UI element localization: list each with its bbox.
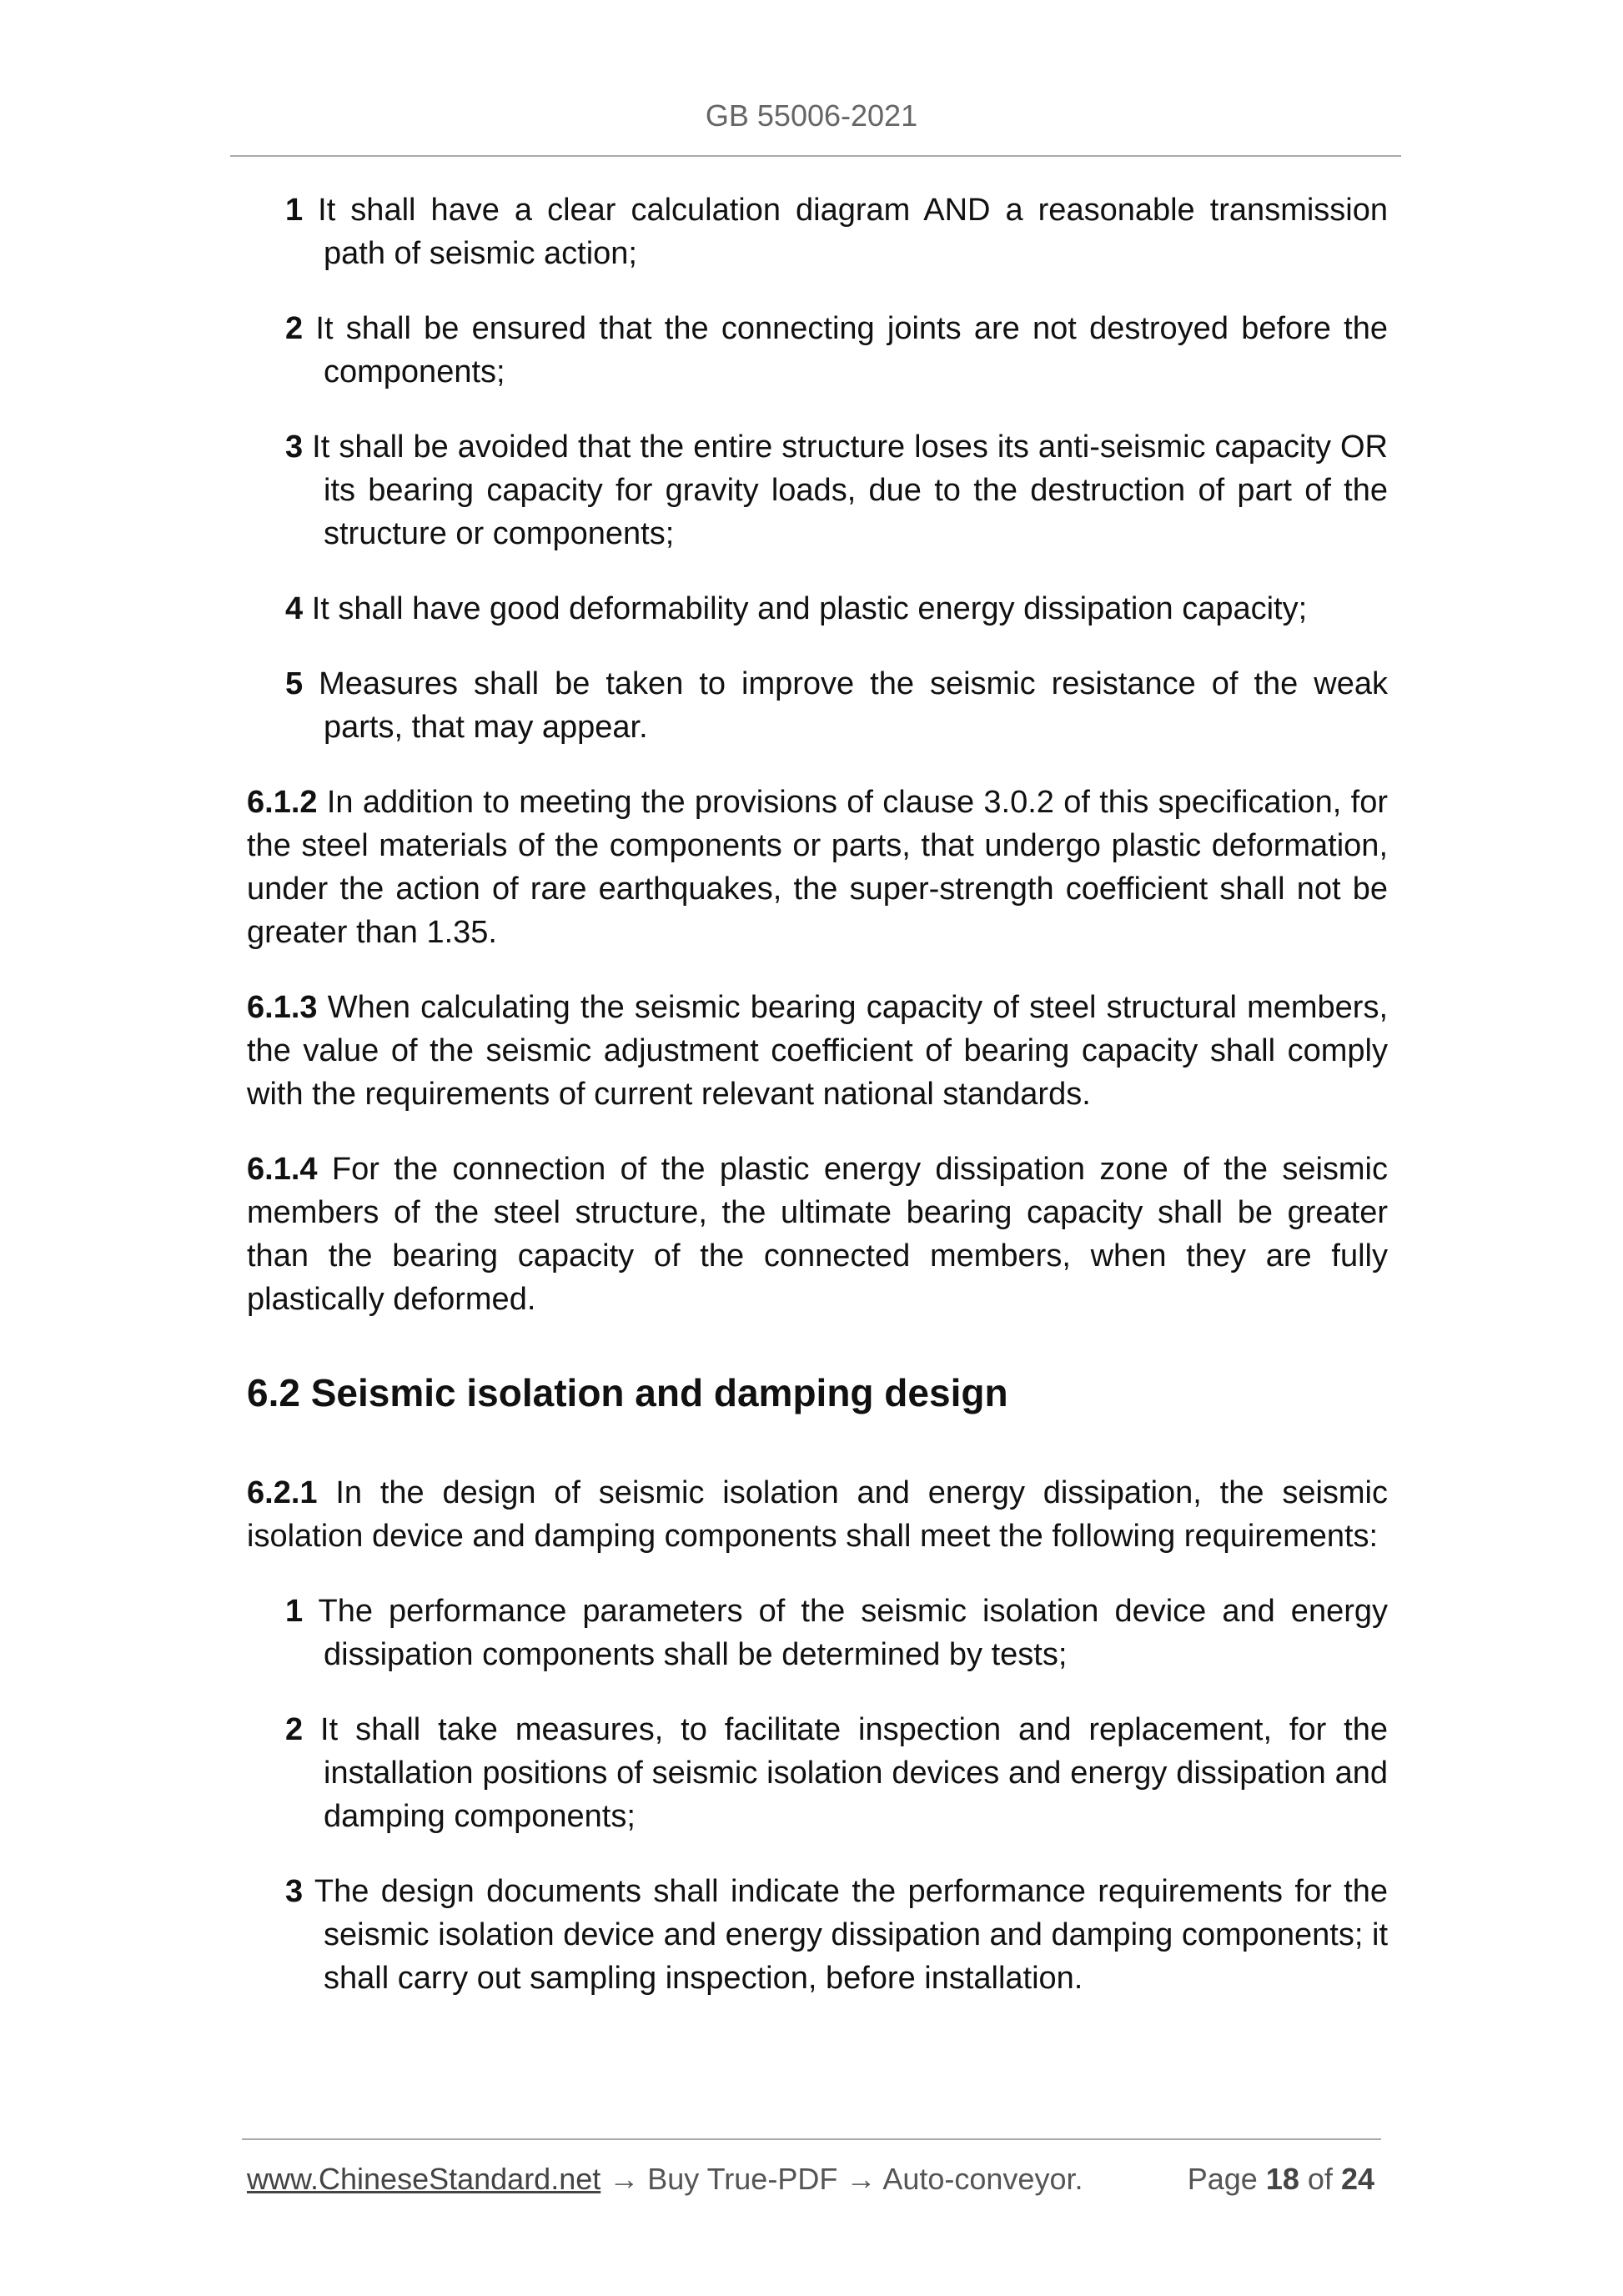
item-text: It shall take measures, to facilitate inspection and replacement, for the installation positions of seismic isolation devices and energy dissipation and damping components; bbox=[320, 1712, 1388, 1834]
clause-6-2-1 bbox=[247, 1471, 1388, 1558]
header-divider bbox=[230, 155, 1401, 157]
list-item bbox=[285, 307, 1388, 394]
item-text: It shall be avoided that the entire structure loses its anti-seismic capacity OR its bearing capacity for gravity loads, due to the destruction of part of the structure or components; bbox=[312, 430, 1388, 551]
list-item bbox=[285, 188, 1388, 275]
list-item bbox=[285, 425, 1388, 555]
clause-text: In addition to meeting the provisions of clause 3.0.2 of this specification, for the steel materials of the components or parts, that undergo plastic deformation, under the action of rare earthquakes, the super-strength coefficient shall not be greater than 1.35. bbox=[247, 785, 1388, 950]
page-label: Page bbox=[1187, 2162, 1258, 2196]
clause-text: For the connection of the plastic energy dissipation zone of the seismic members of the steel structure, the ultimate bearing capacity shall be greater than the bearing capacity of the connected members, when they are fully plastically deformed. bbox=[247, 1152, 1388, 1317]
list-item bbox=[285, 587, 1388, 631]
list-item bbox=[285, 1590, 1388, 1676]
clause-number: 6.2.1 bbox=[247, 1475, 318, 1510]
document-body bbox=[247, 188, 1388, 2032]
page-number bbox=[1188, 2162, 1374, 2197]
footer-tagline: → Buy True-PDF → Auto-conveyor. bbox=[600, 2162, 1083, 2196]
footer-divider bbox=[242, 2138, 1381, 2140]
page-current: 18 bbox=[1265, 2162, 1299, 2196]
footer-left bbox=[247, 2162, 1083, 2197]
page-header: GB 55006-2021 bbox=[705, 98, 918, 133]
clause-6-1-3 bbox=[247, 986, 1388, 1116]
item-number: 1 bbox=[285, 193, 304, 228]
clause-6-1-2 bbox=[247, 781, 1388, 954]
clause-text: In the design of seismic isolation and energy dissipation, the seismic isolation device and damping components shall meet the following requirements: bbox=[247, 1475, 1388, 1554]
item-number: 4 bbox=[285, 591, 304, 626]
list-item bbox=[285, 662, 1388, 749]
item-text: The performance parameters of the seismic isolation device and energy dissipation components shall be determined by tests; bbox=[318, 1594, 1388, 1672]
item-text: It shall have good deformability and plastic energy dissipation capacity; bbox=[311, 591, 1308, 626]
item-text: The design documents shall indicate the performance requirements for the seismic isolation device and energy dissipation and damping components; it shall carry out sampling inspection, before installation. bbox=[314, 1874, 1388, 1996]
item-text: Measures shall be taken to improve the seismic resistance of the weak parts, that may appear. bbox=[319, 666, 1388, 745]
item-number: 3 bbox=[285, 1874, 304, 1909]
item-text: It shall have a clear calculation diagram AND a reasonable transmission path of seismic action; bbox=[318, 193, 1389, 271]
of-label: of bbox=[1307, 2162, 1333, 2196]
item-text: It shall be ensured that the connecting joints are not destroyed before the components; bbox=[315, 311, 1388, 389]
clause-number: 6.1.4 bbox=[247, 1152, 318, 1187]
page-total: 24 bbox=[1340, 2162, 1374, 2196]
item-number: 2 bbox=[285, 311, 304, 346]
item-number: 5 bbox=[285, 666, 304, 701]
item-number: 2 bbox=[285, 1712, 304, 1747]
clause-text: When calculating the seismic bearing capacity of steel structural members, the value of the seismic adjustment coefficient of bearing capacity shall comply with the requirements of current relevant national standards. bbox=[247, 990, 1388, 1112]
website-link[interactable]: www.ChineseStandard.net bbox=[247, 2162, 601, 2196]
section-heading: 6.2 Seismic isolation and damping design bbox=[247, 1371, 1008, 1414]
item-number: 3 bbox=[285, 430, 304, 465]
clause-number: 6.1.2 bbox=[247, 785, 318, 820]
list-item bbox=[285, 1708, 1388, 1838]
list-item bbox=[285, 1870, 1388, 2000]
clause-6-1-4 bbox=[247, 1148, 1388, 1321]
clause-number: 6.1.3 bbox=[247, 990, 318, 1025]
item-number: 1 bbox=[285, 1594, 304, 1629]
